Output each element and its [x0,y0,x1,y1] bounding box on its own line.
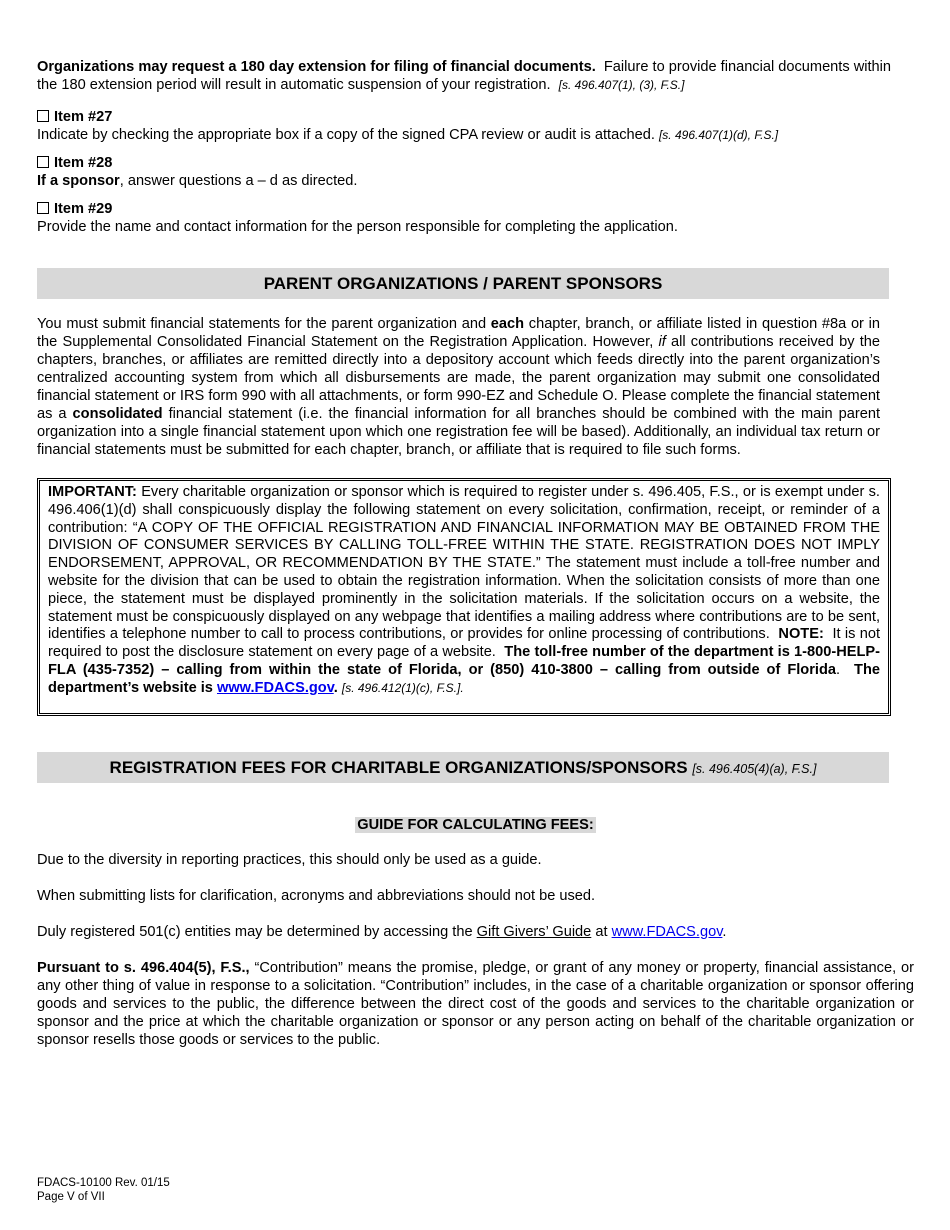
item-29-title: Item #29 [54,201,113,217]
intro-text: Failure to provide financial documents within the 180 extension period will result in automatic suspension of your registration. [37,59,892,93]
guide-line-3: Duly registered 501(c) entities may be determined by accessing the Gift Givers’ Guide at www.FDACS.gov. [37,923,727,940]
gift-givers-guide: Gift Givers’ Guide [476,923,592,940]
item-27-title: Item #27 [54,109,113,125]
guide-line-2: When submitting lists for clarification, acronyms and abbreviations should not be used. [37,887,596,904]
note-label: NOTE: [778,626,824,643]
important-text: Every charitable organization or sponsor which is required to register under s. 496.405, F.S., or is exempt under s. 496.406(1)(d) shall conspicuously display the following statement on every solicitation, confirmation, receipt, or reminder of a contribution: “A COPY OF THE OFFICIAL REGISTRATION AND FINANCIAL INFORMATION MAY BE OBTAINED FROM THE DIVISION OF CONSUMER SERVICES BY CALLING TOLL-FREE WITHIN THE STATE. REGISTRATION DOES NOT IMPLY ENDORSEMENT, APPROVAL, OR RECOMMENDATION BY THE STATE.” The statement must include a toll-free number and website for the division that can be used to obtain the registration information. When the solicitation consists of more than one piece, the statement must be displayed prominently in the solicitation materials. If the solicitation occurs on a website, the statement must be conspicuously displayed on any webpage that identifies a mailing address where contributions are to be sent, identifies a telephone number to call to process contributions, or provides for online processing of contributions. [48,484,880,643]
item-27 [37,108,914,144]
item-29-body: Provide the name and contact information for the person responsible for completing the application. [37,219,678,235]
document-page [37,58,914,1050]
checkbox-icon [37,110,49,122]
parent-section-heading: PARENT ORGANIZATIONS / PARENT SPONSORS [37,268,889,299]
toll-free-text: The toll-free number of the department is 1-800-HELP-FLA (435-7352) – calling from within the state of Florida, or (850) 410-3800 – calling from outside of Florida [48,644,880,678]
intro-paragraph [37,58,907,94]
item-28-bold: If a sponsor [37,173,120,189]
intro-bold: Organizations may request a 180 day extension for filing of financial documents. [37,59,596,75]
item-28 [37,154,914,190]
form-number: FDACS-10100 Rev. 01/15 [37,1177,170,1189]
fdacs-link[interactable]: www.FDACS.gov [611,923,723,940]
fees-section-heading: REGISTRATION FEES FOR CHARITABLE ORGANIZATIONS/SPONSORS [s. 496.405(4)(a), F.S.] [37,752,889,783]
intro-citation: [s. 496.407(1), (3), F.S.] [558,78,685,92]
important-notice-box: IMPORTANT: Every charitable organization or sponsor which is required to register under s. 496.405, F.S., or is exempt under s. 496.406(1)(d) shall conspicuously display the following statement on every solicitation, confirmation, receipt, or reminder of a contribution: “A COPY OF THE OFFICIAL REGISTRATION AND FINANCIAL INFORMATION MAY BE OBTAINED FROM THE DIVISION OF CONSUMER SERVICES BY CALLING TOLL-FREE WITHIN THE STATE. REGISTRATION DOES NOT IMPLY ENDORSEMENT, APPROVAL, OR RECOMMENDATION BY THE STATE.” The statement must include a toll-free number and website for the division that can be used to obtain the registration information. When the solicitation consists of more than one piece, the statement must be displayed prominently in the solicitation materials. If the solicitation occurs on a website, the statement must be conspicuously displayed on any webpage that identifies a mailing address where contributions are to be sent, identifies a telephone number to call to process contributions, or provides for online processing of contributions. NOTE: It is not required to post the disclosure statement on every page of a website. The toll-free number of the department is 1-800-HELP-FLA (435-7352) – calling from within the state of Florida, or (850) 410-3800 – calling from outside of Florida. The department’s website is www.FDACS.gov. [s. 496.412(1)(c), F.S.]. [37,478,891,716]
item-27-citation: [s. 496.407(1)(d), F.S.] [658,128,779,142]
page-number: Page V of VII [37,1191,105,1203]
important-citation: [s. 496.412(1)(c), F.S.]. [341,680,464,695]
guide-heading: GUIDE FOR CALCULATING FEES: [357,816,594,833]
parent-paragraph: You must submit financial statements for the parent organization and each chapter, branch, or affiliate listed in question #8a or in the Supplemental Consolidated Financial Statement on the Registration Application. However, if all contributions received by the chapters, branches, or affiliates are remitted directly into a depository account which feeds directly into the parent organization’s centralized accounting system from which all disbursements are made, the parent organization may submit one consolidated financial statement or IRS form 990 with all attachments, or form 990-EZ and Schedule O. Please complete the financial statement as a consolidated financial statement (i.e. the financial information for all branches should be combined with the main parent organization into a single financial statement upon which one registration fee will be based). Additionally, an individual tax return or financial statements must be submitted for each chapter, branch, or affiliate that is required to file such forms. [37,316,881,458]
item-28-body: , answer questions a – d as directed. [119,173,358,189]
item-27-body: Indicate by checking the appropriate box if a copy of the signed CPA review or audit is attached. [37,127,655,143]
website-text: The department’s website is [48,661,880,696]
page-footer [37,1176,170,1204]
fdacs-website-link[interactable]: www.FDACS.gov [216,679,334,696]
guide-line-1: Due to the diversity in reporting practices, this should only be used as a guide. [37,851,542,868]
contribution-paragraph: Pursuant to s. 496.404(5), F.S., “Contribution” means the promise, pledge, or grant of any money or property, financial assistance, or any other thing of value in response to a solicitation. “Contribution” includes, in the case of a charitable organization or sponsor offering goods and services to the public, the difference between the direct cost of the goods and services to the charitable organization or sponsor and the price at which the charitable organization or sponsor or any person acting on behalf of the charitable organization or sponsor resells those goods or services to the public. [37,959,914,1049]
checkbox-icon [37,156,49,168]
item-28-title: Item #28 [54,155,113,171]
note-text: It is not required to post the disclosure statement on every page of a website. [48,626,880,661]
checkbox-icon [37,202,49,214]
important-label: IMPORTANT: [48,484,137,500]
item-29 [37,200,914,236]
